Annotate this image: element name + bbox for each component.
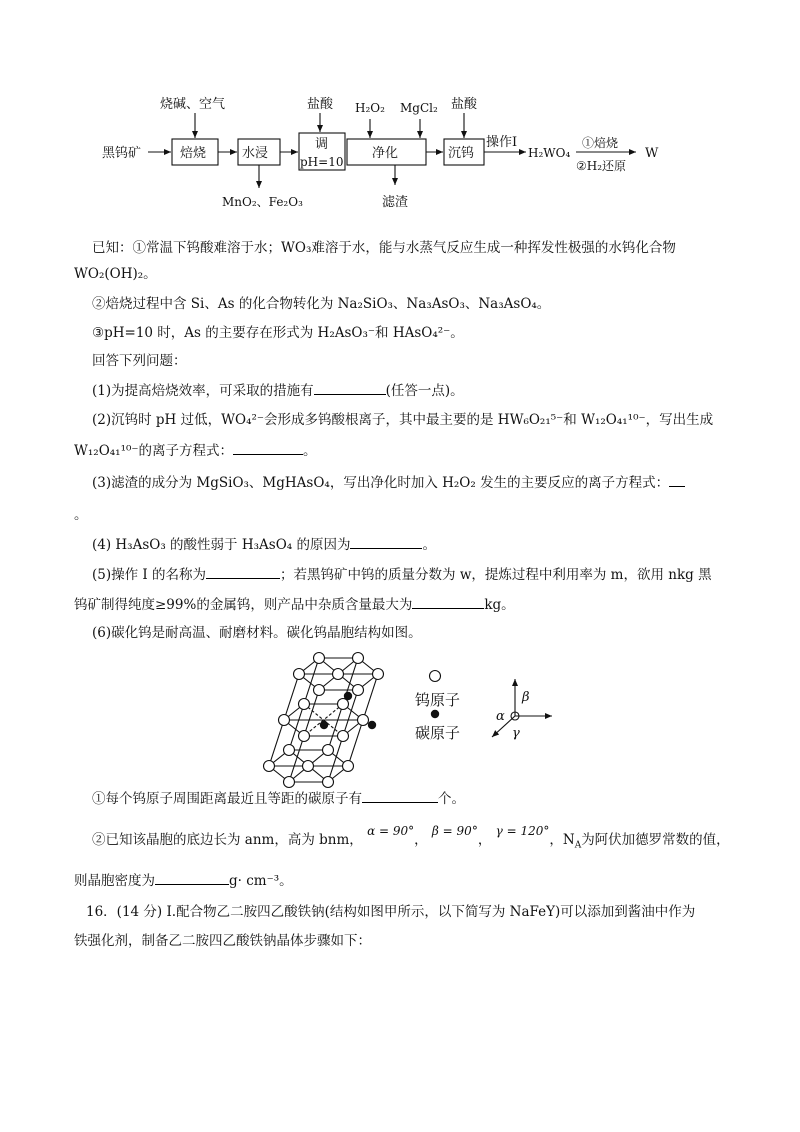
- s1-tail: 个。: [438, 791, 465, 807]
- angle-gamma: γ = 120°: [495, 824, 550, 838]
- question-16-line-2: 铁强化剂，制备乙二胺四乙酸铁钠晶体步骤如下：: [74, 933, 371, 949]
- step-roast: ①焙烧: [582, 136, 619, 150]
- sub-question-2: [92, 824, 730, 856]
- comma-2: ，: [477, 832, 492, 848]
- box-precipitate-label: 沉钨: [448, 146, 475, 161]
- legend-tungsten-label: 钨原子: [415, 691, 461, 709]
- op1-label: 操作I: [486, 135, 518, 150]
- box-purify-label: 净化: [372, 146, 399, 161]
- q2-answer-blank[interactable]: [233, 440, 303, 455]
- known-line-3: ③pH=10 时，As 的主要存在形式为 H₂AsO₃⁻和 HAsO₄²⁻。: [92, 325, 464, 341]
- axis-gamma-label: γ: [512, 726, 520, 741]
- q1-answer-blank[interactable]: [314, 380, 386, 395]
- box-ph-label: pH=10: [300, 155, 344, 169]
- q3-answer-blank[interactable]: [669, 472, 685, 487]
- s2-na: ，N: [549, 832, 575, 848]
- known-line-2: ②焙烧过程中含 Si、As 的化合物转化为 Na₂SiO₃、Na₃AsO₃、Na₃AsO₄。: [92, 296, 551, 312]
- q5-text-2: ；若黑钨矿中钨的质量分数为 w，提炼过程中利用率为 m，欲用 nkg 黑: [280, 567, 712, 583]
- tungsten-carbide-unit-cell: [260, 645, 580, 790]
- angle-beta: β = 90°: [431, 824, 478, 838]
- q5-tail: kg。: [484, 597, 515, 613]
- q5-answer-blank-2[interactable]: [412, 594, 484, 609]
- q5-text-3: 钨矿制得纯度≥99%的金属钨，则产品中杂质含量最大为: [74, 597, 413, 613]
- output-residue: 滤渣: [382, 195, 409, 210]
- reagent-hcl-1: 盐酸: [307, 97, 334, 112]
- q3-text: (3)滤渣的成分为 MgSiO₃、MgHAsO₄，写出净化时加入 H₂O₂ 发生的主要反应的离子方程式：: [92, 475, 670, 491]
- product-h2wo4: H₂WO₄: [528, 146, 571, 160]
- question-5-line-2: [74, 594, 515, 615]
- known-line-1: 已知：①常温下钨酸难溶于水；WO₃难溶于水，能与水蒸气反应生成一种挥发性极强的水钨化合物: [92, 240, 676, 256]
- flow-input: 黑钨矿: [102, 146, 142, 161]
- s2-text: ②已知该晶胞的底边长为 anm，高为 bnm，: [92, 832, 363, 848]
- question-16-line-1: 16．(14 分) Ⅰ.配合物乙二胺四乙酸铁钠(结构如图甲所示，以下简写为 NaFeY)可以添加到酱油中作为: [86, 904, 696, 920]
- question-3-line-1: [92, 472, 685, 493]
- sub-question-1: [92, 788, 465, 809]
- q1-tail: (任答一点)。: [385, 383, 464, 399]
- question-2-line-2: [74, 440, 317, 461]
- s3-tail: g· cm⁻³。: [229, 873, 293, 889]
- s2-na-sub: A: [574, 840, 582, 851]
- axis-beta-label: β: [522, 690, 530, 705]
- s1-answer-blank[interactable]: [362, 788, 438, 803]
- q2-tail: 。: [303, 443, 317, 459]
- sub-question-3: [74, 870, 293, 891]
- question-4: [92, 534, 436, 555]
- known-line-1b: WO₂(OH)₂。: [74, 266, 157, 282]
- reagent-caustic-air: 烧碱、空气: [160, 97, 226, 112]
- reagent-mgcl2: MgCl₂: [400, 101, 438, 115]
- question-5-line-1: [92, 564, 712, 585]
- question-3-line-2: 。: [74, 507, 88, 523]
- step-h2-reduce: ②H₂还原: [576, 159, 627, 173]
- question-2-line-1: (2)沉钨时 pH 过低，WO₄²⁻会形成多钨酸根离子，其中最主要的是 HW₆O₂₁⁵⁻和 W₁₂O₄₁¹⁰⁻，写出生成: [92, 412, 714, 428]
- q5-text: (5)操作 I 的名称为: [92, 567, 207, 583]
- box-leach-label: 水浸: [242, 146, 269, 161]
- s3-text: 则晶胞密度为: [74, 873, 155, 889]
- s2-tail: 为阿伏加德罗常数的值，: [581, 832, 730, 848]
- reagent-h2o2: H₂O₂: [355, 101, 385, 115]
- q1-text: (1)为提高焙烧效率，可采取的措施有: [92, 383, 314, 399]
- axis-alpha-label: α: [496, 709, 505, 724]
- q4-tail: 。: [422, 537, 436, 553]
- q5-answer-blank-1[interactable]: [206, 564, 280, 579]
- s3-answer-blank[interactable]: [155, 870, 229, 885]
- box-roast-label: 焙烧: [180, 146, 207, 161]
- comma-1: ，: [414, 832, 428, 848]
- questions-intro: 回答下列问题：: [92, 353, 187, 369]
- question-6: (6)碳化钨是耐高温、耐磨材料。碳化钨晶胞结构如图。: [92, 625, 422, 641]
- s1-text: ①每个钨原子周围距离最近且等距的碳原子有: [92, 791, 362, 807]
- output-oxides: MnO₂、Fe₂O₃: [222, 195, 303, 209]
- q4-text: (4) H₃AsO₃ 的酸性弱于 H₃AsO₄ 的原因为: [92, 537, 351, 553]
- legend-carbon-label: 碳原子: [415, 724, 461, 742]
- angle-alpha: α = 90°: [367, 824, 415, 838]
- box-adjust-label: 调: [315, 137, 329, 152]
- legend-tungsten-marker: [430, 671, 441, 682]
- q4-answer-blank[interactable]: [350, 534, 422, 549]
- reagent-hcl-2: 盐酸: [451, 97, 478, 112]
- final-w: W: [645, 146, 659, 161]
- legend-carbon-marker: [431, 710, 439, 718]
- question-1: [92, 380, 464, 401]
- q2-text: W₁₂O₄₁¹⁰⁻的离子方程式：: [74, 443, 234, 459]
- process-flow-diagram: [0, 0, 800, 215]
